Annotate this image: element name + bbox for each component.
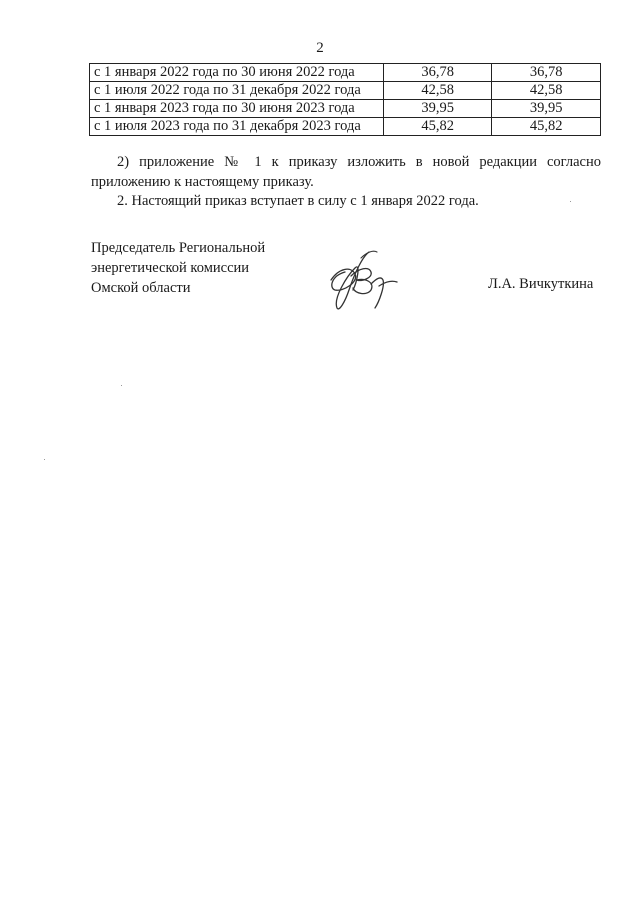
table-cell-value: 42,58 bbox=[492, 82, 601, 100]
table-cell-period: с 1 июля 2022 года по 31 декабря 2022 года bbox=[90, 82, 384, 100]
signer-position bbox=[91, 238, 265, 298]
tariff-table bbox=[89, 63, 601, 136]
scan-speck bbox=[570, 201, 571, 202]
table-row bbox=[90, 64, 601, 82]
table-row bbox=[90, 100, 601, 118]
table-cell-value: 42,58 bbox=[383, 82, 492, 100]
paragraph-item-2: 2) приложение № 1 к приказу изложить в новой редакции согласно приложению к настоящему приказу. bbox=[91, 154, 601, 190]
table-cell-value: 36,78 bbox=[492, 64, 601, 82]
table-row bbox=[90, 118, 601, 136]
signer-position-line: энергетической комиссии bbox=[91, 260, 250, 276]
table-cell-value: 36,78 bbox=[383, 64, 492, 82]
handwritten-signature bbox=[325, 246, 405, 316]
table-cell-period: с 1 июля 2023 года по 31 декабря 2023 года bbox=[90, 118, 384, 136]
signer-position-line: Омской области bbox=[91, 280, 191, 296]
signer-name: Л.А. Вичкуткина bbox=[488, 276, 594, 292]
table-cell-value: 45,82 bbox=[492, 118, 601, 136]
table-cell-value: 39,95 bbox=[492, 100, 601, 118]
scan-speck bbox=[44, 459, 45, 460]
table-row bbox=[90, 82, 601, 100]
table-cell-period: с 1 января 2022 года по 30 июня 2022 года bbox=[90, 64, 384, 82]
scan-speck bbox=[121, 385, 122, 386]
page-number: 2 bbox=[316, 40, 324, 56]
table-cell-value: 45,82 bbox=[383, 118, 492, 136]
table-cell-period: с 1 января 2023 года по 30 июня 2023 года bbox=[90, 100, 384, 118]
paragraph-clause-2: 2. Настоящий приказ вступает в силу с 1 января 2022 года. bbox=[117, 193, 479, 209]
signer-position-line: Председатель Региональной bbox=[91, 240, 266, 256]
table-cell-value: 39,95 bbox=[383, 100, 492, 118]
